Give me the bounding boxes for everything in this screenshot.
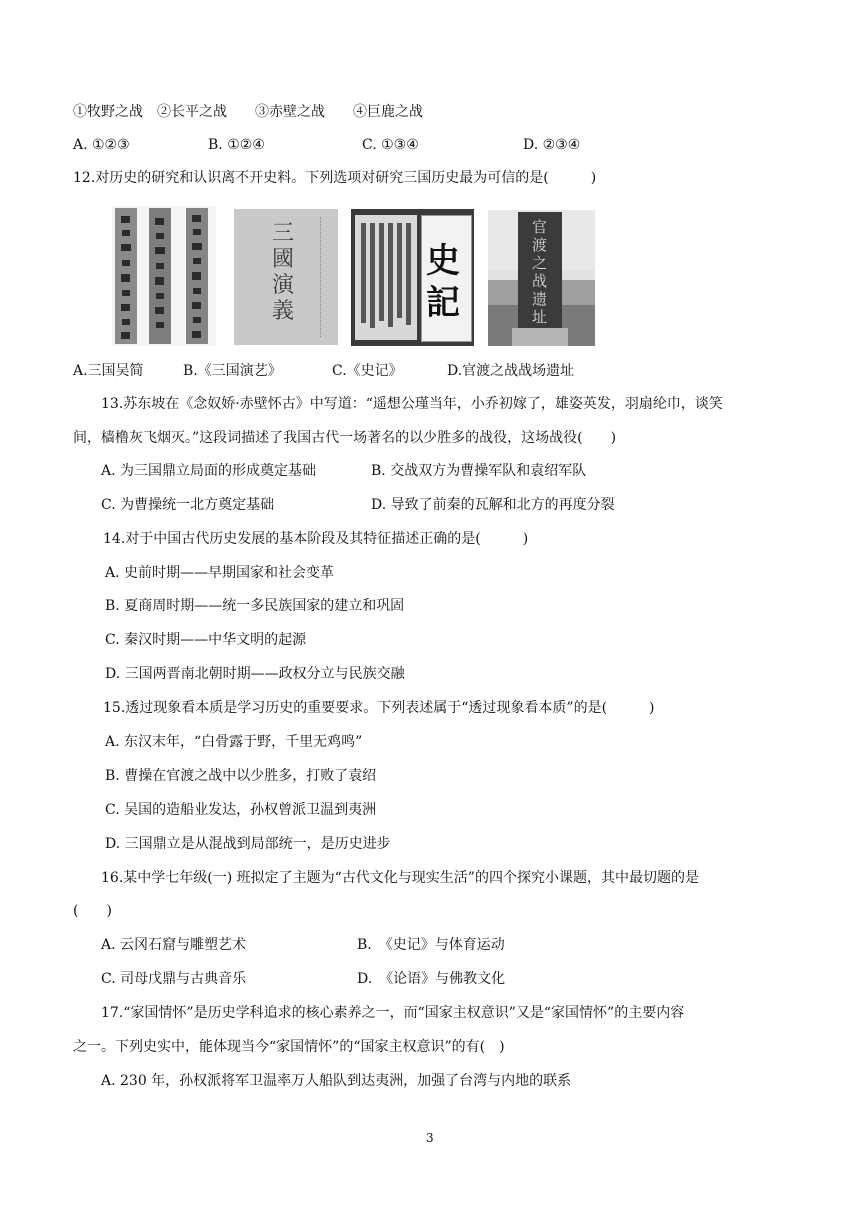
shiji-label-ji: 記 [426,283,460,323]
q12-option-a: A.三国吴简 [73,363,144,379]
q13-option-c: C. 为曹操统一北方奠定基础 [101,497,275,513]
bamboo-slips-image [112,206,216,346]
q14-option-b: B. 夏商周时期——统一多民族国家的建立和巩固 [105,598,405,614]
q13-option-d: D. 导致了前秦的瓦解和北方的再度分裂 [371,497,615,513]
q13-stem-line2: 间，樯橹灰飞烟灭。”这段词描述了我国古代一场著名的以少胜多的战役，这场战役( ) [73,430,617,446]
q17-option-a: A. 230 年，孙权派将军卫温率万人船队到达夷洲，加强了台湾与内地的联系 [101,1073,572,1089]
stele-text: 官渡之战遗址 [532,218,548,326]
q14-option-c: C. 秦汉时期——中华文明的起源 [105,632,307,648]
q12-option-d: D.官渡之战战场遗址 [447,363,575,379]
q15-option-a: A. 东汉末年，“白骨露于野，千里无鸡鸣” [105,734,363,750]
q12-stem: 12.对历史的研究和认识离不开史料。下列选项对研究三国历史最为可信的是( ) [73,170,597,186]
q16-option-b: B. 《史记》与体育运动 [357,937,505,953]
q16-stem-line1: 16.某中学七年级(一) 班拟定了主题为“古代文化与现实生活”的四个探究小课题，其中最切题的是 [101,870,699,886]
q11-option-d: D. ②③④ [523,137,581,153]
q15-option-b: B. 曹操在官渡之战中以少胜多，打败了袁绍 [105,768,377,784]
q11-option-c: C. ①③④ [362,137,419,153]
q16-option-d: D. 《论语》与佛教文化 [357,971,506,987]
q11-option-b: B. ①②④ [208,137,265,153]
q17-stem-line1: 17.“家国情怀”是历史学科追求的核心素养之一，而“国家主权意识”又是“家国情怀”的主要内容 [101,1005,685,1021]
sanguo-book-cover-image [234,209,338,345]
book-cover-title: 三國演義 [272,221,295,324]
q16-stem-line2: ( ) [73,903,112,919]
page-number: 3 [426,1131,434,1145]
guandu-battle-site-image [488,210,595,346]
q12-option-b: B.《三国演艺》 [183,363,282,379]
q13-option-b: B. 交战双方为曹操军队和袁绍军队 [371,463,587,479]
q14-option-d: D. 三国两晋南北朝时期——政权分立与民族交融 [105,666,405,682]
q14-option-a: A. 史前时期——早期国家和社会变革 [105,565,335,581]
q15-option-c: C. 吴国的造船业发达，孙权曾派卫温到夷洲 [105,802,377,818]
q14-stem: 14.对于中国古代历史发展的基本阶段及其特征描述正确的是( ) [103,531,529,547]
q15-stem: 15.透过现象看本质是学习历史的重要要求。下列表述属于“透过现象看本质”的是( ) [103,700,655,716]
q16-option-c: C. 司母戊鼎与古典音乐 [101,971,247,987]
q17-stem-line2: 之一。下列史实中，能体现当今“家国情怀”的“国家主权意识”的有( ) [73,1039,505,1055]
q15-option-d: D. 三国鼎立是从混战到局部统一，是历史进步 [105,836,391,852]
shiji-label-shi: 史 [426,241,460,281]
q12-option-c: C.《史记》 [332,363,403,379]
shiji-book-image [351,209,474,346]
q13-stem-line1: 13.苏东坡在《念奴娇·赤壁怀古》中写道：“遥想公瑾当年，小乔初嫁了，雄姿英发，羽扇纶巾，谈笑 [101,396,723,412]
q11-items: ①牧野之战 ②长平之战 ③赤壁之战 ④巨鹿之战 [73,104,423,120]
q11-option-a: A. ①②③ [73,137,130,153]
q16-option-a: A. 云冈石窟与雕塑艺术 [101,937,247,953]
q13-option-a: A. 为三国鼎立局面的形成奠定基础 [101,463,317,479]
